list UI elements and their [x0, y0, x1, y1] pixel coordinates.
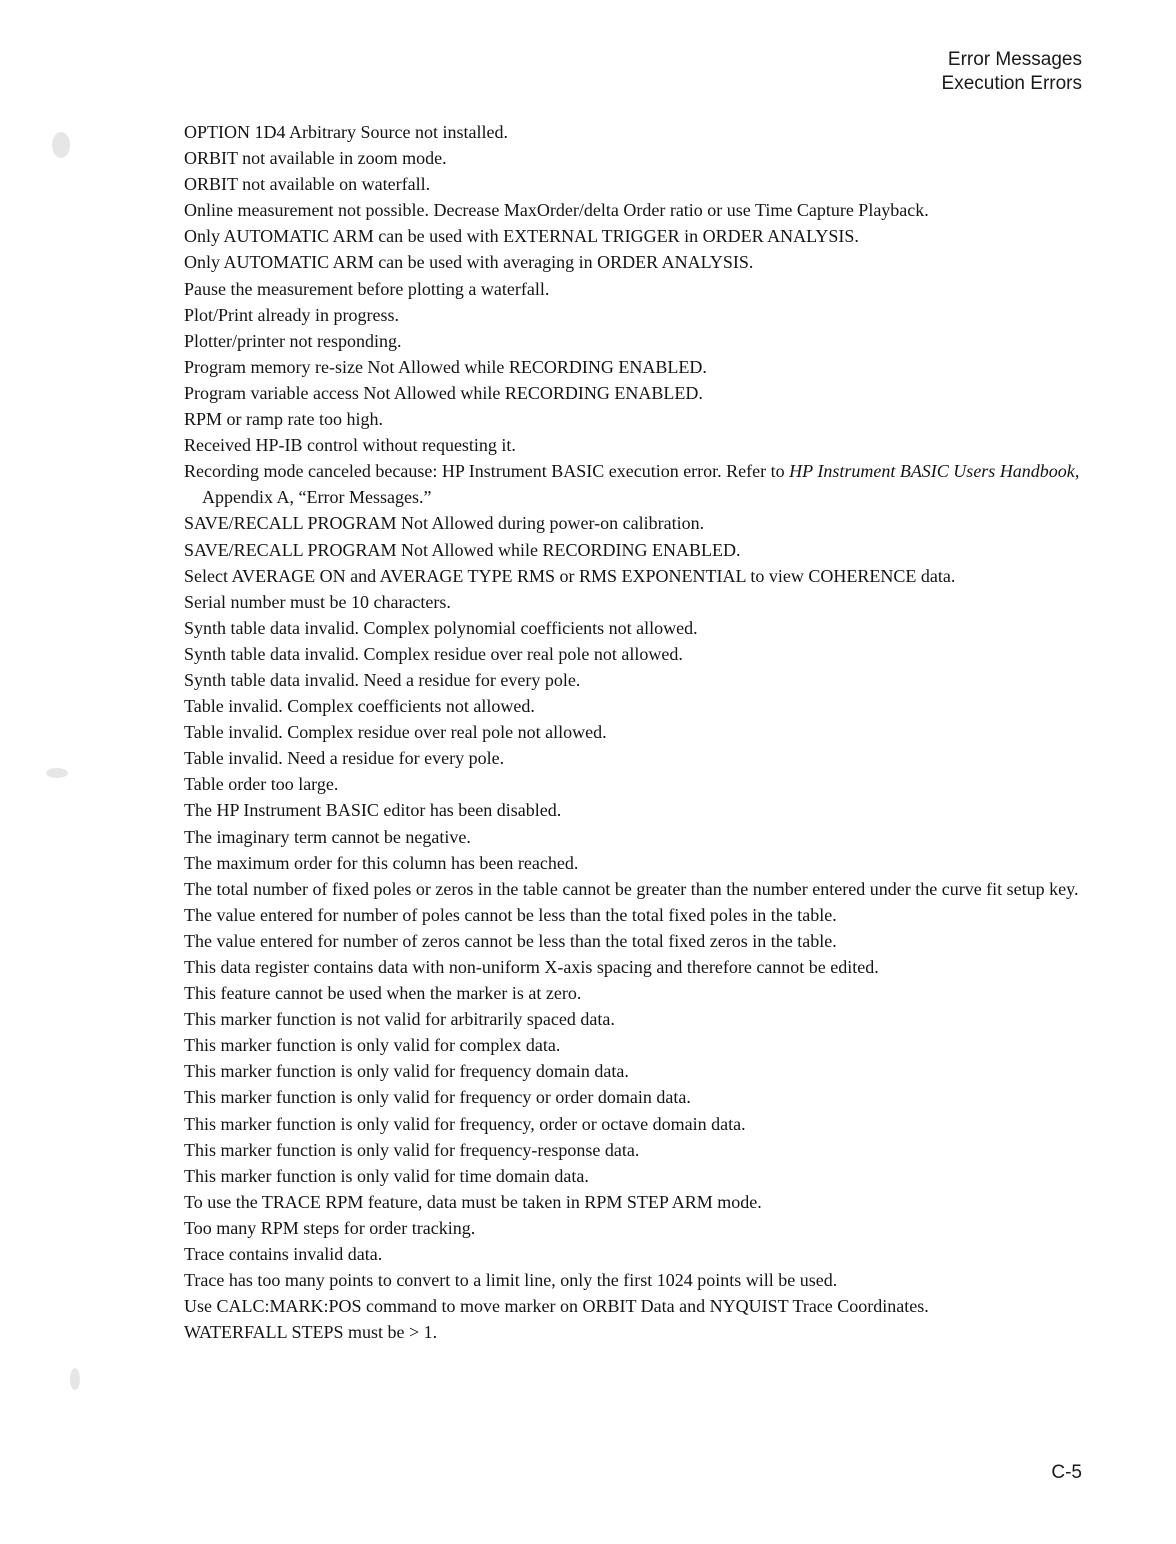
error-message: The value entered for number of zeros cannot be less than the total fixed zeros in the table. — [184, 930, 837, 951]
running-header — [942, 48, 1082, 96]
error-message: This marker function is only valid for complex data. — [184, 1035, 561, 1056]
error-message: Table invalid. Need a residue for every pole. — [184, 748, 505, 769]
error-message: Trace has too many points to convert to a limit line, only the first 1024 points will be used. — [184, 1270, 838, 1291]
error-message: OPTION 1D4 Arbitrary Source not installed. — [184, 122, 508, 142]
error-message: Received HP-IB control without requesting it. — [184, 435, 516, 456]
error-message: Too many RPM steps for order tracking. — [184, 1217, 476, 1238]
error-message: Only AUTOMATIC ARM can be used with EXTERNAL TRIGGER in ORDER ANALYSIS. — [184, 226, 859, 247]
error-message: This data register contains data with non-uniform X-axis spacing and therefore cannot be edited. — [184, 957, 879, 977]
header-section-title: Error Messages — [947, 49, 1082, 70]
error-message: ORBIT not available in zoom mode. — [184, 148, 447, 169]
header-subsection-title: Execution Errors — [941, 73, 1082, 94]
error-message: Pause the measurement before plotting a waterfall. — [184, 278, 550, 299]
scan-speck — [46, 768, 68, 778]
manual-title: HP Instrument BASIC Users Handbook — [789, 461, 1075, 482]
error-message: This feature cannot be used when the marker is at zero. — [184, 983, 582, 1004]
error-message: ORBIT not available on waterfall. — [184, 174, 431, 195]
error-message: Table invalid. Complex residue over real pole not allowed. — [184, 722, 607, 743]
error-message — [184, 458, 1084, 510]
scan-speck — [52, 132, 70, 158]
error-message: Plot/Print already in progress. — [184, 304, 399, 325]
error-message-list — [184, 119, 1084, 1345]
error-message: SAVE/RECALL PROGRAM Not Allowed while RECORDING ENABLED. — [184, 539, 741, 560]
error-message: The total number of fixed poles or zeros in the table cannot be greater than the number entered under the curve fit setup key. — [184, 878, 1079, 899]
error-message: This marker function is only valid for time domain data. — [184, 1165, 589, 1186]
error-message: Program memory re-size Not Allowed while RECORDING ENABLED. — [184, 356, 707, 377]
error-message: Table order too large. — [184, 774, 339, 795]
error-message: Plotter/printer not responding. — [184, 330, 402, 351]
error-message: This marker function is only valid for frequency domain data. — [184, 1061, 629, 1082]
error-message: Select AVERAGE ON and AVERAGE TYPE RMS or RMS EXPONENTIAL to view COHERENCE data. — [184, 565, 956, 586]
error-message: This marker function is only valid for frequency, order or octave domain data. — [184, 1113, 746, 1134]
error-message: Serial number must be 10 characters. — [184, 591, 451, 612]
error-message: WATERFALL STEPS must be > 1. — [184, 1322, 438, 1343]
message-text: , Appendix A, “Error Messages.” — [202, 461, 1080, 508]
error-message: Only AUTOMATIC ARM can be used with averaging in ORDER ANALYSIS. — [184, 252, 754, 273]
error-message: This marker function is not valid for arbitrarily spaced data. — [184, 1009, 615, 1030]
error-message: Use CALC:MARK:POS command to move marker on ORBIT Data and NYQUIST Trace Coordinates. — [184, 1296, 929, 1317]
error-message: Trace contains invalid data. — [184, 1244, 383, 1265]
error-message: Table invalid. Complex coefficients not allowed. — [184, 696, 535, 717]
error-message: Synth table data invalid. Need a residue for every pole. — [184, 669, 581, 690]
error-message: Program variable access Not Allowed while RECORDING ENABLED. — [184, 382, 703, 403]
error-message: RPM or ramp rate too high. — [184, 409, 383, 430]
error-message: SAVE/RECALL PROGRAM Not Allowed during power-on calibration. — [184, 513, 705, 534]
error-message: The imaginary term cannot be negative. — [184, 826, 471, 847]
error-message: The value entered for number of poles cannot be less than the total fixed poles in the table. — [184, 904, 837, 925]
error-message: This marker function is only valid for frequency or order domain data. — [184, 1087, 691, 1108]
error-message: Synth table data invalid. Complex polynomial coefficients not allowed. — [184, 617, 698, 638]
error-message: Synth table data invalid. Complex residue over real pole not allowed. — [184, 643, 683, 664]
error-message: This marker function is only valid for frequency-response data. — [184, 1139, 640, 1160]
message-text: Recording mode canceled because: HP Instrument BASIC execution error. Refer to — [184, 461, 790, 482]
error-message: The maximum order for this column has been reached. — [184, 852, 579, 873]
error-message: Online measurement not possible. Decrease MaxOrder/delta Order ratio or use Time Capture Playback. — [184, 200, 929, 221]
page-number: C-5 — [1051, 1462, 1082, 1483]
error-message: The HP Instrument BASIC editor has been disabled. — [184, 800, 562, 821]
scan-speck — [70, 1368, 80, 1390]
error-message: To use the TRACE RPM feature, data must be taken in RPM STEP ARM mode. — [184, 1191, 762, 1212]
